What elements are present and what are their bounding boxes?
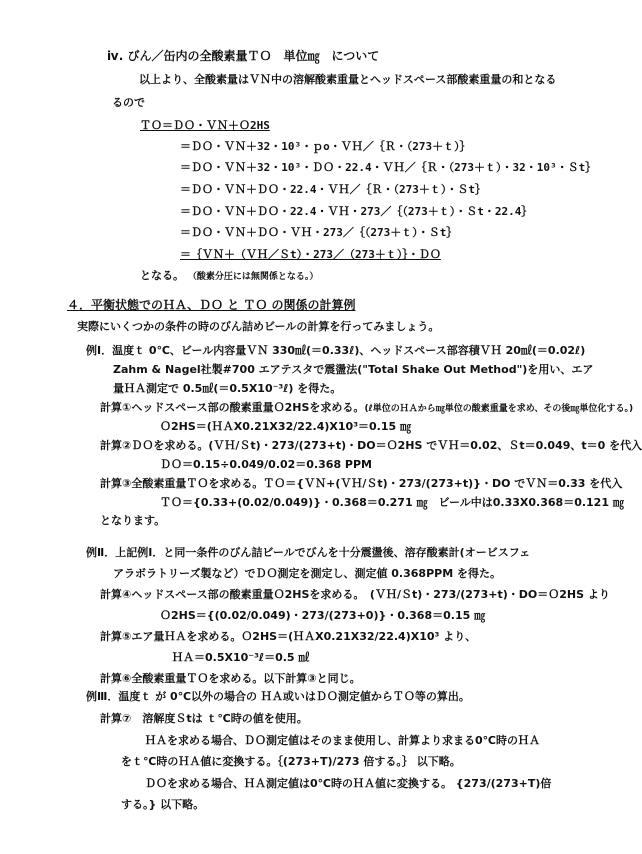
example-3-para2-line2: する。} 以下略。 bbox=[121, 798, 205, 811]
calc-4-equation: Ｏ2HS＝{(0.02/0.049)・273/(273+0)}・0.368＝0.15 ㎎ bbox=[160, 609, 486, 622]
calc-1-label bbox=[100, 401, 633, 416]
calc-5-label: 計算⑤エア量ＨＡを求める。Ｏ2HS＝(ＨＡX0.21X32/22.4)X10³ より、 bbox=[100, 630, 477, 643]
calc-1-main: 計算①ヘッドスペース部の酸素重量Ｏ2HSを求める。 bbox=[100, 401, 365, 414]
calc-2-equation: ＤＯ＝0.15÷0.049/0.02＝0.368 PPM bbox=[160, 458, 373, 471]
example-2-line1: 例Ⅱ．上記例Ⅰ．と同一条件のびん詰ビールでびんを十分震盪後、溶存酸素計(オービスフェ bbox=[86, 546, 531, 559]
example-3-para1-line1: ＨＡを求める場合、ＤＯ測定値はそのまま使用し、計算より求まる0℃時のＨＡ bbox=[145, 734, 540, 747]
calc-2-label: 計算②ＤＯを求める。(ＶＨ/Ｓt)・273/(273+t)・DO＝Ｏ2HS でＶＨ＝0.02、Ｓt＝0.049、t＝0 を代入 bbox=[100, 439, 642, 452]
equation-line-5: ＝ＤＯ・ＶＮ＋ＤＯ・22.4・ＶＨ・273／｛（273＋ｔ）・Ｓt・22.4｝ bbox=[180, 205, 533, 218]
example-3-line1: 例Ⅲ．温度ｔ が 0℃以外の場合の ＨＡ或いはＤＯ測定値からＴＯ等の算出。 bbox=[86, 690, 470, 703]
calc-5-equation: ＨＡ＝0.5X10⁻³ℓ＝0.5 ㎖ bbox=[172, 651, 310, 664]
example-1-line2: Zahm & Nagel社製#700 エアテスタで震盪法("Total Shake Out Method")を用い、エア bbox=[113, 363, 594, 376]
section-4-intro: 実際にいくつかの条件の時のびん詰めビールの計算を行ってみましょう。 bbox=[77, 320, 440, 333]
equation-line-7: ＝｛ＶＮ＋（ＶＨ／Ｓt）・273／（273＋ｔ）｝・ＤＯ bbox=[180, 248, 441, 261]
calc-7-label: 計算⑦ 溶解度Ｓtは ｔ℃時の値を使用。 bbox=[100, 712, 308, 725]
calc-1-equation: Ｏ2HS＝(ＨＡX0.21X32/22.4)X10³＝0.15 ㎎ bbox=[160, 420, 411, 433]
equation-line-1: ＴＯ＝ＤＯ・ＶＮ＋Ｏ2HS bbox=[140, 119, 270, 132]
equation-line-2: ＝ＤＯ・ＶＮ＋32・10³・ｐo・ＶＨ／｛Ｒ・（273＋ｔ）｝ bbox=[180, 140, 471, 153]
conclusion-note: （酸素分圧には無関係となる。） bbox=[187, 272, 319, 282]
example-3-para2-line1: ＤＯを求める場合、ＨＡ測定値は0℃時のＨＡ値に変換する。 {273/(273+T)倍 bbox=[145, 777, 552, 790]
calc-4-label: 計算④ヘッドスペース部の酸素重量Ｏ2HSを求める。 (ＶＨ/Ｓt)・273/(273+t)・DO＝Ｏ2HS より bbox=[100, 588, 610, 601]
section-iv-intro-line1: 以上より、全酸素量はＶＮ中の溶解酸素重量とヘッドスペース部酸素重量の和となる bbox=[139, 73, 557, 86]
section-4-heading: ４．平衡状態でのＨＡ、ＤＯ と ＴＯ の関係の計算例 bbox=[67, 298, 356, 312]
example-1-line1: 例Ⅰ．温度ｔ 0℃、ビール内容量ＶＮ 330㎖(＝0.33ℓ)、ヘッドスペース部容積ＶＨ 20㎖(＝0.02ℓ) bbox=[86, 344, 586, 357]
equation-line-3: ＝ＤＯ・ＶＮ＋32・10³・ＤＯ・22.4・ＶＨ／｛Ｒ・（273＋ｔ）・32・10³・Ｓt｝ bbox=[180, 161, 597, 174]
calc-3-label: 計算③全酸素重量ＴＯを求める。ＴＯ＝{ＶＮ+(ＶＨ/Ｓt)・273/(273+t)}・DO でＶＮ＝0.33 を代入 bbox=[100, 477, 623, 490]
equation-line-6: ＝ＤＯ・ＶＮ＋ＤＯ・ＶＨ・273／｛（273＋ｔ）・Ｓt｝ bbox=[180, 226, 458, 239]
calc-1-note: (ℓ単位のＨＡから㎎単位の酸素重量を求め、その後㎎単位化する。) bbox=[364, 404, 634, 414]
calc-3-equation: ＴＯ＝{0.33+(0.02/0.049)}・0.368＝0.271 ㎎ ビール中は0.33X0.368＝0.121 ㎎ bbox=[160, 496, 624, 509]
equation-line-4: ＝ＤＯ・ＶＮ＋ＤＯ・22.4・ＶＨ／｛Ｒ・（273＋ｔ）・Ｓt｝ bbox=[180, 183, 486, 196]
example-3-para1-line2: をｔ℃時のＨＡ値に変換する。｛(273+T)/273 倍する。｝ 以下略。 bbox=[121, 755, 461, 768]
section-iv-heading: ⅳ. びん／缶内の全酸素量ＴＯ 単位㎎ について bbox=[107, 49, 380, 63]
conclusion-text: となる。 bbox=[140, 269, 184, 282]
example-2-line2: アラボラトリーズ製など）でＤＯ測定を測定し、測定値 0.368PPM を得た。 bbox=[113, 567, 501, 580]
calc-6-label: 計算⑥全酸素重量ＴＯを求める。以下計算③と同じ。 bbox=[100, 672, 361, 685]
section-iv-intro-line2: るので bbox=[112, 96, 145, 109]
example-1-line3: 量ＨＡ測定で 0.5㎖(＝0.5X10⁻³ℓ) を得た。 bbox=[113, 382, 342, 395]
section-iv-conclusion bbox=[140, 269, 318, 284]
example-1-end: となります。 bbox=[100, 514, 166, 527]
